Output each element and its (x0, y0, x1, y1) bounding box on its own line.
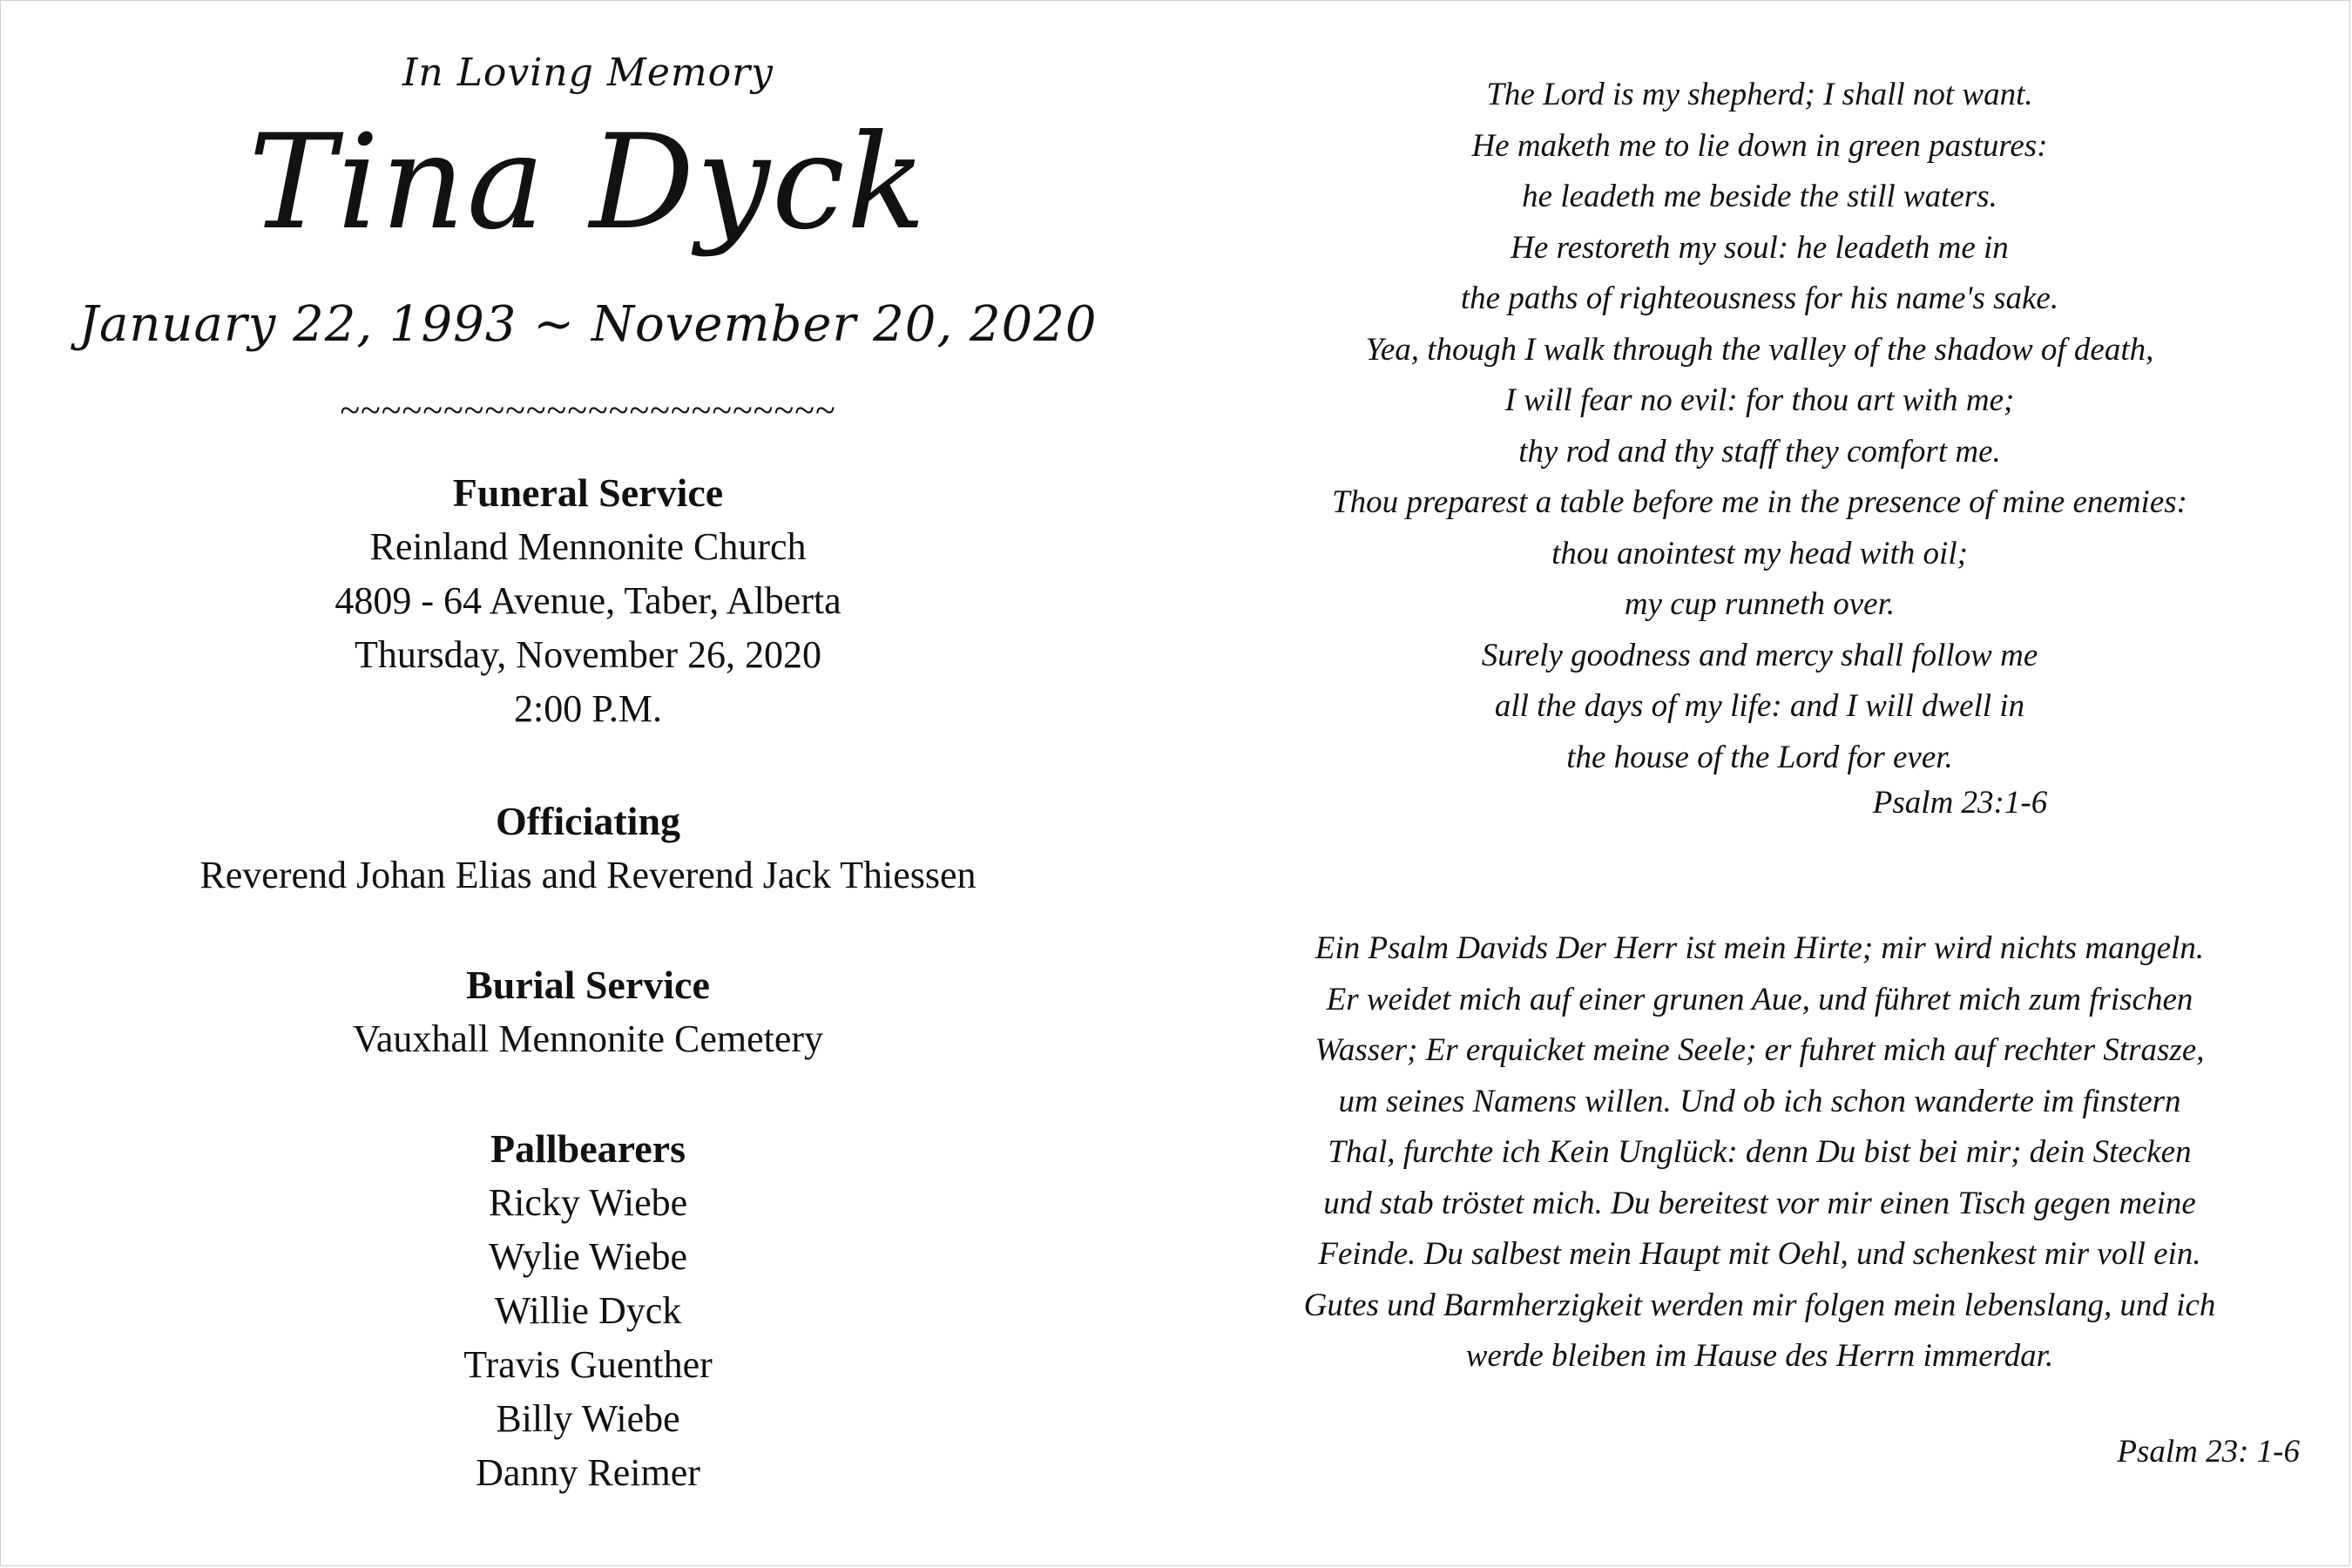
psalm-english-line: the house of the Lord for ever. (1566, 739, 1953, 775)
psalm-english-line: He maketh me to lie down in green pastures: (1471, 127, 2048, 164)
psalm-english-reference: Psalm 23:1-6 (1872, 785, 2048, 821)
funeral-address: 4809 - 64 Avenue, Taber, Alberta (335, 579, 841, 622)
pallbearer-name: Danny Reimer (476, 1451, 700, 1494)
psalm-english-line: thy rod and thy staff they comfort me. (1518, 433, 2001, 470)
pallbearers-section (52, 1122, 1124, 1500)
psalm-english-line: the paths of righteousness for his name's sake. (1460, 280, 2059, 316)
burial-cemetery: Vauxhall Mennonite Cemetery (352, 1017, 824, 1060)
service-details-panel (52, 0, 1124, 1568)
psalm-english-line: he leadeth me beside the still waters. (1522, 179, 1997, 214)
tilde-divider: ~~~~~~~~~~~~~~~~~~~~~~~~ (340, 391, 836, 431)
psalm-german-line: werde bleiben im Hause des Herrn immerdar. (1465, 1338, 2054, 1374)
pallbearer-name: Travis Guenther (463, 1343, 713, 1386)
burial-service-heading: Burial Service (466, 963, 710, 1007)
psalm-english-line: He restoreth my soul: he leadeth me in (1511, 229, 2009, 266)
psalm-german-line: Ein Psalm Davids Der Herr ist mein Hirte; mir wird nichts mangeln. (1315, 930, 2205, 966)
psalm-english-line: The Lord is my shepherd; I shall not want. (1486, 77, 2033, 112)
psalm-english-line: all the days of my life: and I will dwell in (1494, 688, 2025, 724)
in-loving-memory-heading: In Loving Memory (402, 51, 774, 95)
psalm-german-line: und stab tröstet mich. Du bereitest vor mir einen Tisch gegen meine (1323, 1185, 2196, 1221)
pallbearer-name: Ricky Wiebe (488, 1181, 688, 1224)
psalm-german-reference: Psalm 23: 1-6 (2117, 1434, 2300, 1470)
funeral-time: 2:00 P.M. (514, 687, 662, 730)
deceased-name: Tina Dyck (248, 107, 928, 259)
psalm-english-line: thou anointest my head with oil; (1551, 535, 1968, 571)
funeral-service-section (52, 466, 1124, 736)
pallbearer-name: Billy Wiebe (496, 1397, 680, 1440)
psalm-panel (1220, 0, 2300, 1568)
psalm-english-line: I will fear no evil: for thou art with me; (1504, 382, 2015, 418)
psalm-english-line: Thou preparest a table before me in the presence of mine enemies: (1332, 484, 2187, 520)
psalm-english-line: Yea, though I walk through the valley of the shadow of death, (1365, 331, 2154, 368)
psalm-english-line: Surely goodness and mercy shall follow me (1481, 637, 2038, 673)
psalm-english-line: my cup runneth over. (1624, 586, 1896, 622)
burial-service-section (52, 958, 1124, 1066)
officiating-heading: Officiating (495, 799, 681, 843)
pallbearer-name: Wylie Wiebe (488, 1235, 688, 1278)
psalm-german-line: Gutes und Barmherzigkeit werden mir folgen mein lebenslang, und ich (1303, 1287, 2216, 1323)
funeral-church: Reinland Mennonite Church (369, 525, 807, 568)
pallbearer-name: Willie Dyck (494, 1289, 682, 1332)
psalm-german-line: Feinde. Du salbest mein Haupt mit Oehl, und schenkest mir voll ein. (1318, 1236, 2201, 1272)
officiants: Reverend Johan Elias and Reverend Jack Thiessen (199, 854, 977, 896)
psalm-german-line: Wasser; Er erquicket meine Seele; er fuhret mich auf rechter Strasze, (1315, 1032, 2205, 1068)
funeral-date: Thursday, November 26, 2020 (354, 633, 822, 676)
psalm-english-text (1220, 70, 2300, 783)
life-dates: January 22, 1993 ~ November 20, 2020 (78, 296, 1098, 353)
psalm-german-line: Er weidet mich auf einer grunen Aue, und führet mich zum frischen (1326, 981, 2193, 1017)
psalm-german-text (1220, 923, 2300, 1382)
psalm-german-line: Thal, furchte ich Kein Unglück: denn Du bist bei mir; dein Stecken (1328, 1134, 2192, 1170)
pallbearers-heading: Pallbearers (490, 1126, 686, 1171)
funeral-service-heading: Funeral Service (452, 470, 724, 515)
psalm-german-line: um seines Namens willen. Und ob ich schon wanderte im finstern (1338, 1083, 2181, 1119)
officiating-section (52, 794, 1124, 902)
